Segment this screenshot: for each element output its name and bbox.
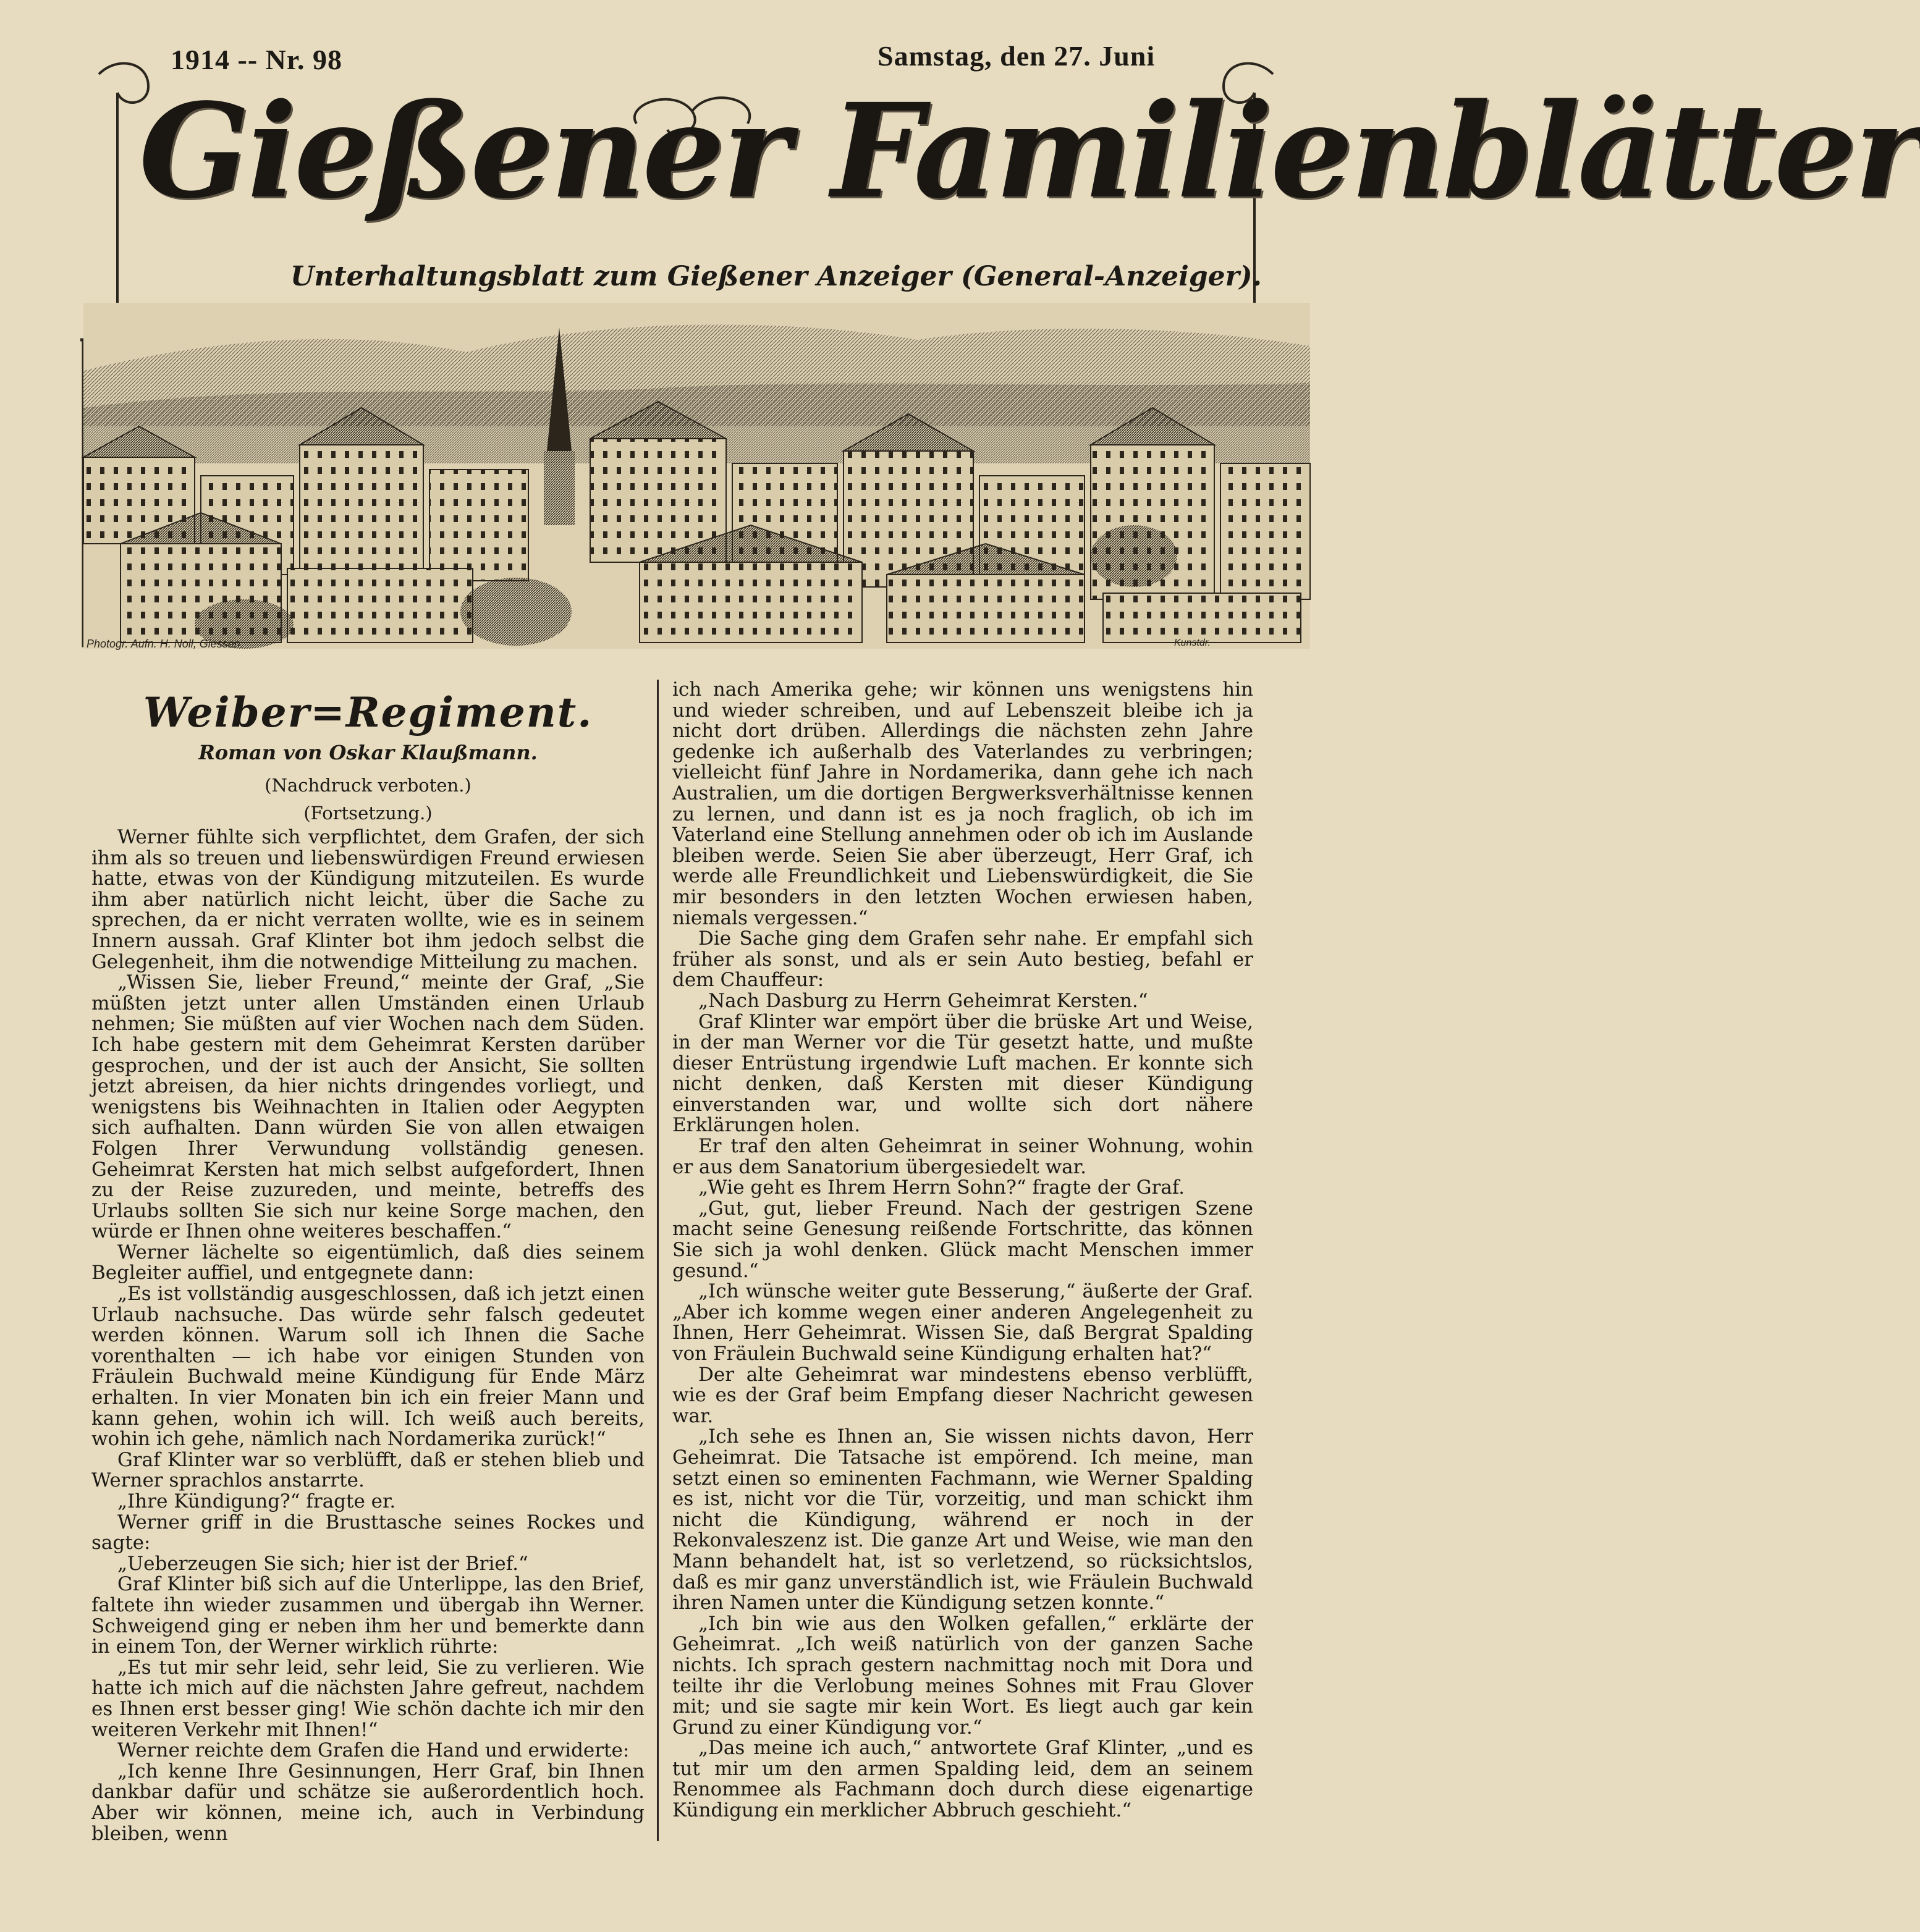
paragraph: „Wie geht es Ihrem Herrn Sohn?“ fragte der Graf. bbox=[698, 1176, 1185, 1199]
paragraph: „Ueberzeugen Sie sich; hier ist der Brief.“ bbox=[117, 1552, 528, 1575]
paragraph: Graf Klinter war empört über die brüske Art und Weise, in der man Werner vor die Tür gesetzt hatte, und mußte dieser Entrüstung irgendwie Luft machen. Er konnte sich nicht denken, daß Kersten mit dieser Kündigung einverstanden war, und wollte sich dort nähere Erklärungen holen. bbox=[672, 1010, 1253, 1137]
paragraph: Werner reichte dem Grafen die Hand und erwiderte: bbox=[117, 1739, 630, 1762]
column-divider bbox=[657, 680, 659, 1841]
print-credit: Kunstdr. bbox=[1174, 638, 1211, 648]
paragraph: ich nach Amerika gehe; wir können uns wenigstens hin und wieder schreiben, und auf Lebenszeit bleibe ich ja nicht dort drüben. Allerdings die nächsten zehn Jahre gedenke ich außerhalb des Vaterlandes zu verbringen; vielleicht fünf Jahre in Nordamerika, dann gehe ich nach Australien, um die dortigen Bergwerksverhältnisse kennen zu lernen, und dann ist es ja noch fraglich, ob ich im Vaterland eine Stellung annehmen oder ob ich im Auslande bleiben werde. Seien Sie aber überzeugt, Herr Graf, ich werde alle Freundlichkeit und Liebenswürdigkeit, die Sie mir besonders in den letzten Wochen erwiesen haben, niemals vergessen.“ bbox=[672, 678, 1253, 929]
paragraph: Werner lächelte so eigentümlich, daß dies seinem Begleiter auffiel, und entgegnete dann: bbox=[91, 1241, 645, 1284]
article-column-left bbox=[91, 677, 645, 1844]
article-headline: Weiber=Regiment. bbox=[143, 688, 593, 736]
photo-credit: Photogr. Aufn. H. Noll, Giessen. bbox=[87, 638, 243, 650]
paragraph: Graf Klinter biß sich auf die Unterlippe, las den Brief, faltete ihn wieder zusammen und übergab ihn Werner. Schweigend ging er neben ihm her und bemerkte dann in einem Ton, der Werner wirklich rührte: bbox=[91, 1573, 645, 1658]
issue-number: 1914 -- Nr. 98 bbox=[171, 44, 343, 75]
paragraph: „Gut, gut, lieber Freund. Nach der gestrigen Szene macht seine Genesung reißende Fortschritte, das können Sie sich ja wohl denken. Glück macht Menschen immer gesund.“ bbox=[672, 1197, 1253, 1282]
paragraph: „Wissen Sie, lieber Freund,“ meinte der Graf, „Sie müßten jetzt unter allen Umständen einen Urlaub nehmen; Sie müßten auf vier Wochen nach dem Süden. Ich habe gestern mit dem Geheimrat Kersten darüber gesprochen, und der ist auch der Ansicht, Sie sollten jetzt abreisen, da hier nichts dringendes vorliegt, und wenigstens bis Weihnachten in Italien oder Aegypten sich aufhalten. Dann würden Sie von allen etwaigen Folgen Ihrer Verwundung vollständig genesen. Geheimrat Kersten hat mich selbst aufgefordert, Ihnen zu der Reise zuzureden, und meinte, betreffs des Urlaubs sollten Sie sich nur keine Sorge machen, den würde er Ihnen ohne weiteres beschaffen.“ bbox=[91, 971, 645, 1243]
reprint-note: (Nachdruck verboten.) bbox=[264, 775, 472, 796]
issue-date: Samstag, den 27. Juni bbox=[878, 40, 1156, 72]
paragraph: „Das meine ich auch,“ antwortete Graf Klinter, „und es tut mir um den armen Spalding leid, dem an seinem Renommee als Fachmann doch durch diese eigenartige Kündigung ein merklicher Abbruch geschieht.“ bbox=[672, 1737, 1253, 1822]
paragraph: Werner fühlte sich verpflichtet, dem Grafen, der sich ihm als so treuen und liebenswürdigen Freund erwiesen hatte, etwas von der Kündigung mitzuteilen. Es wurde ihm aber natürlich nicht leicht, über die Sache zu sprechen, da er nicht verraten wollte, wie es in seinem Innern aussah. Graf Klinter bot ihm jedoch selbst die Gelegenheit, ihm die notwendige Mitteilung zu machen. bbox=[91, 826, 645, 973]
masthead-subtitle: Unterhaltungsblatt zum Gießener Anzeiger (General-Anzeiger). bbox=[290, 261, 1262, 292]
masthead-title: Gießener Familienblätter bbox=[139, 75, 1920, 227]
continuation-note: (Fortsetzung.) bbox=[303, 803, 433, 824]
article-byline: Roman von Oskar Klaußmann. bbox=[198, 741, 538, 764]
paragraph: Er traf den alten Geheimrat in seiner Wohnung, wohin er aus dem Sanatorium übergesiedelt war. bbox=[672, 1135, 1253, 1178]
paragraph: Werner griff in die Brusttasche seines Rockes und sagte: bbox=[91, 1511, 645, 1554]
paragraph: „Es tut mir sehr leid, sehr leid, Sie zu verlieren. Wie hatte ich mich auf die nächsten Jahre gefreut, nachdem es Ihnen erst besser ging! Wie schön dachte ich mir den weiteren Verkehr mit Ihnen!“ bbox=[91, 1656, 645, 1741]
paragraph: „Ich wünsche weiter gute Besserung,“ äußerte der Graf. „Aber ich komme wegen einer anderen Angelegenheit zu Ihnen, Herr Geheimrat. Wissen Sie, daß Bergrat Spalding von Fräulein Buchwald seine Kündigung erhalten hat?“ bbox=[672, 1280, 1253, 1365]
paragraph: „Es ist vollständig ausgeschlossen, daß ich jetzt einen Urlaub nachsuche. Das würde sehr falsch gedeutet werden können. Warum soll ich Ihnen die Sache vorenthalten — ich habe vor einigen Stunden von Fräulein Buchwald meine Kündigung für Ende März erhalten. In vier Monaten bin ich ein freier Mann und kann gehen, wohin ich will. Ich weiß auch bereits, wohin ich gehe, nämlich nach Nordamerika zurück!“ bbox=[91, 1283, 645, 1451]
paragraph: „Nach Dasburg zu Herrn Geheimrat Kersten.“ bbox=[698, 989, 1148, 1012]
paragraph: Graf Klinter war so verblüfft, daß er stehen blieb und Werner sprachlos anstarrte. bbox=[91, 1448, 645, 1492]
paragraph: „Ich sehe es Ihnen an, Sie wissen nichts davon, Herr Geheimrat. Die Tatsache ist empörend. Ich meine, man setzt einen so eminenten Fachmann, wie Werner Spalding es ist, nicht vor die Tür, vorzeitig, und man schickt ihm nicht die Kündigung, während er noch in der Rekonvaleszenz ist. Die ganze Art und Weise, wie man den Mann behandelt hat, ist so verletzend, so rücksichtslos, daß es mir ganz unverständlich ist, wie Fräulein Buchwald ihren Namen unter die Kündigung setzen konnte.“ bbox=[672, 1425, 1253, 1614]
article-column-right bbox=[672, 680, 1253, 1821]
paragraph: „Ich bin wie aus den Wolken gefallen,“ erklärte der Geheimrat. „Ich weiß natürlich von der ganzen Sache nichts. Ich sprach gestern nachmittag noch mit Dora und teilte ihr die Verlobung meines Sohnes mit Frau Glover mit; und sie sagte mir kein Wort. Es liegt auch gar kein Grund zu einer Kündigung vor.“ bbox=[672, 1612, 1253, 1739]
paragraph: Der alte Geheimrat war mindestens ebenso verblüfft, wie es der Graf beim Empfang dieser Nachricht gewesen war. bbox=[672, 1363, 1253, 1427]
paragraph: Die Sache ging dem Grafen sehr nahe. Er empfahl sich früher als sonst, und als er sein Auto bestieg, befahl er dem Chauffeur: bbox=[672, 927, 1253, 992]
paragraph: „Ich kenne Ihre Gesinnungen, Herr Graf, bin Ihnen dankbar dafür und schätze sie außerordentlich hoch. Aber wir können, meine ich, auch in Verbindung bleiben, wenn bbox=[91, 1760, 645, 1845]
town-illustration bbox=[83, 303, 1310, 649]
paragraph: „Ihre Kündigung?“ fragte er. bbox=[117, 1490, 396, 1512]
